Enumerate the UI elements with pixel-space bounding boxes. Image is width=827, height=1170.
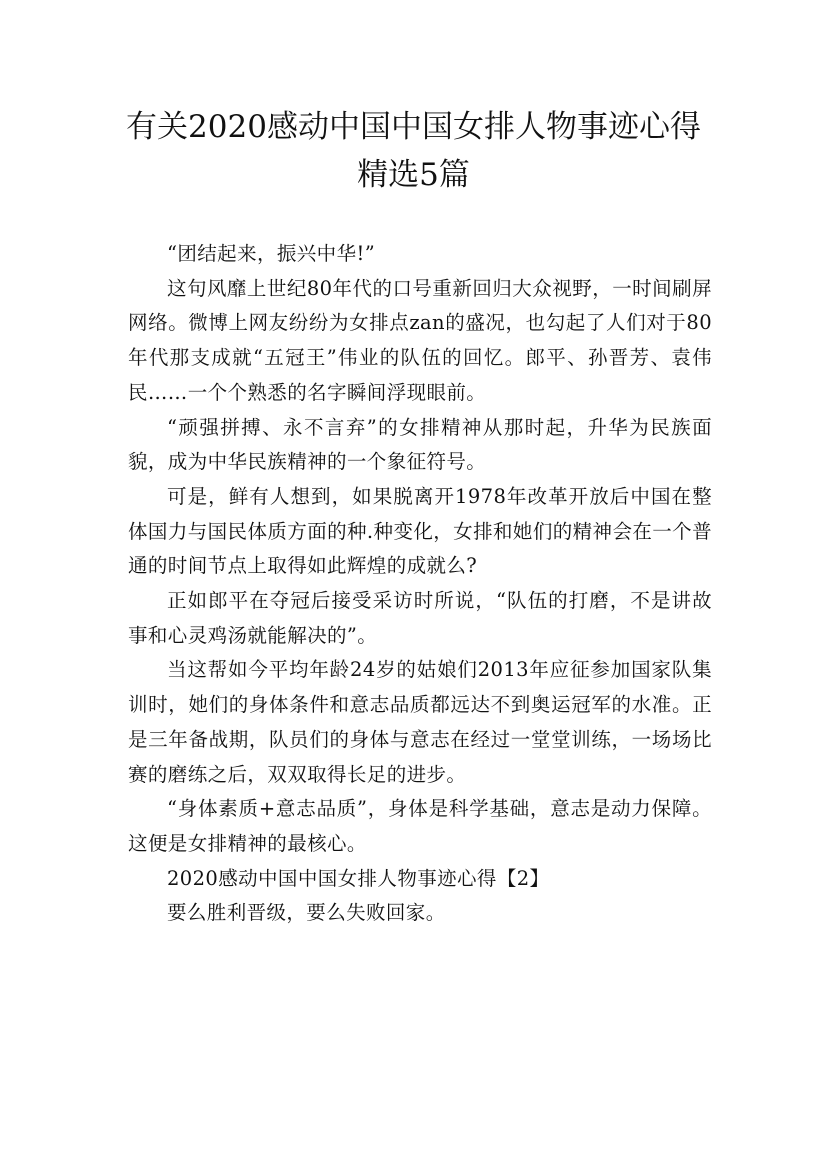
paragraph-core-spirit: “身体素质+意志品质”，身体是科学基础，意志是动力保障。这便是女排精神的最核心。 [128, 797, 712, 855]
title-line-2: 精选5篇 [357, 157, 470, 193]
paragraph-reform-question: 可是，鲜有人想到，如果脱离开1978年改革开放后中国在整体国力与国民体质方面的种.种变化，女排和她们的精神会在一个普通的时间节点上取得如此辉煌的成就么? [128, 484, 712, 578]
document-body [128, 237, 712, 931]
paragraph-spirit-symbol: “顽强拼搏、永不言弃”的女排精神从那时起，升华为民族面貌，成为中华民族精神的一个象征符号。 [128, 415, 712, 474]
paragraph-training-progress: 当这帮如今平均年龄24岁的姑娘们2013年应征参加国家队集训时，她们的身体条件和意志品质都远达不到奥运冠军的水准。正是三年备战期，队员们的身体与意志在经过一堂堂训练，一场场比赛的磨练之后，双双取得长足的进步。 [128, 658, 712, 786]
paragraph-win-or-go-home: 要么胜利晋级，要么失败回家。 [167, 901, 446, 925]
paragraph-slogan: “团结起来，振兴中华!” [167, 242, 376, 265]
document-title [110, 103, 717, 199]
section-heading-2: 2020感动中国中国女排人物事迹心得【2】 [167, 866, 550, 890]
title-line-1: 有关2020感动中国中国女排人物事迹心得 [126, 109, 701, 145]
paragraph-slogan-revival: 这句风靡上世纪80年代的口号重新回归大众视野，一时间刷屏网络。微博上网友纷纷为女排点zan的盛况，也勾起了人们对于80年代那支成就“五冠王”伟业的队伍的回忆。郎平、孙晋芳、袁伟民……一个个熟悉的名字瞬间浮现眼前。 [128, 276, 712, 404]
paragraph-lang-ping-quote: 正如郎平在夺冠后接受采访时所说，“队伍的打磨，不是讲故事和心灵鸡汤就能解决的”。 [128, 589, 712, 647]
